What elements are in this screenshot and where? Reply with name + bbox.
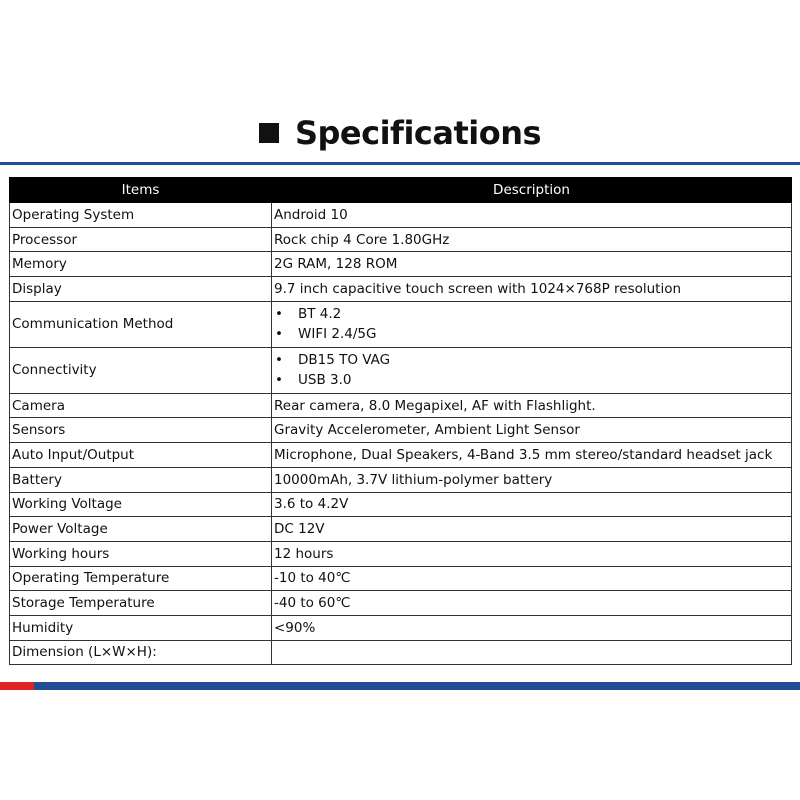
bullet-list — [274, 304, 789, 344]
spec-item-value: 9.7 inch capacitive touch screen with 1024×768P resolution — [272, 277, 792, 302]
spec-item-value: 12 hours — [272, 541, 792, 566]
spec-item-label: Communication Method — [10, 301, 272, 347]
bullet-item: • WIFI 2.4/5G — [274, 324, 789, 344]
bullet-item: • BT 4.2 — [274, 304, 789, 324]
spec-item-label: Working hours — [10, 541, 272, 566]
spec-item-label: Battery — [10, 467, 272, 492]
title-divider — [0, 162, 800, 165]
table-row — [10, 418, 792, 443]
spec-item-label: Storage Temperature — [10, 591, 272, 616]
page-title: Specifications — [294, 114, 542, 152]
spec-item-label: Operating Temperature — [10, 566, 272, 591]
table-row — [10, 541, 792, 566]
spec-item-label: Memory — [10, 252, 272, 277]
header-items: Items — [10, 178, 272, 203]
footer-blue-segment — [34, 682, 800, 690]
specifications-table — [9, 177, 792, 665]
spec-item-label: Power Voltage — [10, 517, 272, 542]
spec-item-label: Auto Input/Output — [10, 443, 272, 468]
table-row — [10, 467, 792, 492]
table-row — [10, 227, 792, 252]
table-row — [10, 615, 792, 640]
spec-item-label: Connectivity — [10, 347, 272, 393]
bullet-item: • DB15 TO VAG — [274, 350, 789, 370]
table-row — [10, 591, 792, 616]
spec-item-value — [272, 347, 792, 393]
spec-item-value: Microphone, Dual Speakers, 4-Band 3.5 mm stereo/standard headset jack — [272, 443, 792, 468]
table-row — [10, 492, 792, 517]
spec-item-value: Rock chip 4 Core 1.80GHz — [272, 227, 792, 252]
footer-color-bar — [0, 682, 800, 690]
spec-item-value: 2G RAM, 128 ROM — [272, 252, 792, 277]
spec-item-value: -40 to 60℃ — [272, 591, 792, 616]
footer-red-segment — [0, 682, 34, 690]
table-row — [10, 393, 792, 418]
header-description: Description — [272, 178, 792, 203]
spec-item-value: 10000mAh, 3.7V lithium-polymer battery — [272, 467, 792, 492]
table-row — [10, 252, 792, 277]
spec-item-label: Sensors — [10, 418, 272, 443]
table-row — [10, 443, 792, 468]
spec-item-value: Gravity Accelerometer, Ambient Light Sensor — [272, 418, 792, 443]
bullet-list — [274, 350, 789, 390]
table-row — [10, 566, 792, 591]
spec-item-value: Rear camera, 8.0 Megapixel, AF with Flashlight. — [272, 393, 792, 418]
spec-item-value: DC 12V — [272, 517, 792, 542]
bullet-item: • USB 3.0 — [274, 370, 789, 390]
table-body — [10, 203, 792, 665]
spec-item-label: Display — [10, 277, 272, 302]
spec-item-label: Dimension (L×W×H): — [10, 640, 272, 665]
spec-item-label: Camera — [10, 393, 272, 418]
spec-item-value: <90% — [272, 615, 792, 640]
spec-item-value: Android 10 — [272, 203, 792, 228]
spec-item-label: Humidity — [10, 615, 272, 640]
table-row — [10, 517, 792, 542]
table-row — [10, 640, 792, 665]
table-row — [10, 203, 792, 228]
spec-item-label: Working Voltage — [10, 492, 272, 517]
table-row — [10, 301, 792, 347]
spec-item-value — [272, 301, 792, 347]
spec-item-value: -10 to 40℃ — [272, 566, 792, 591]
table-header-row — [10, 178, 792, 203]
table-row — [10, 347, 792, 393]
spec-item-value — [272, 640, 792, 665]
spec-item-value: 3.6 to 4.2V — [272, 492, 792, 517]
spec-item-label: Processor — [10, 227, 272, 252]
table-row — [10, 277, 792, 302]
square-bullet-icon — [259, 123, 279, 143]
spec-item-label: Operating System — [10, 203, 272, 228]
page-heading — [0, 108, 800, 158]
